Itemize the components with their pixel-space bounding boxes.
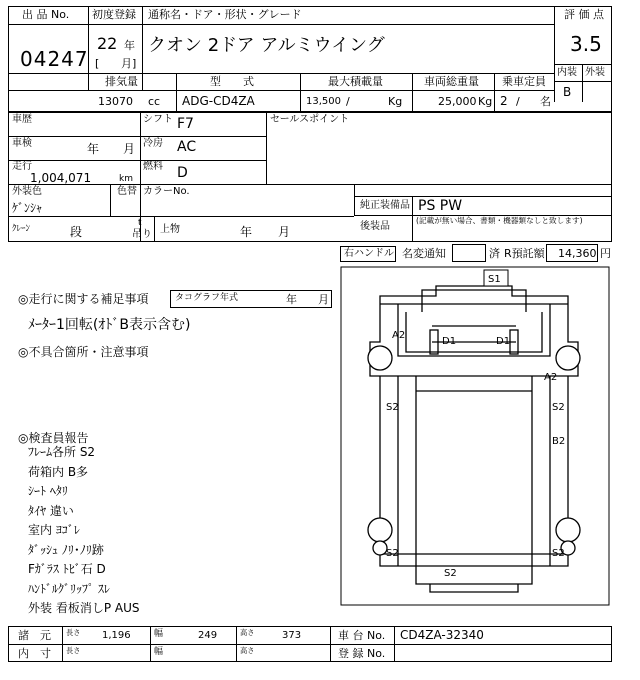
shift-label: シフト (143, 114, 173, 125)
meter-note: ﾒｰﾀｰ1回転(ｵﾄﾞB表示含む) (28, 317, 191, 333)
model-value: クオン 2ドア アルミウイング (148, 35, 385, 56)
right-handle: 右ハンドル (344, 248, 394, 259)
mark-s2-left: S2 (386, 402, 399, 413)
color-code-label: カラーNo. (143, 186, 190, 197)
inner-width-label: 幅 (154, 647, 164, 657)
color-no-label: 色替 (117, 186, 137, 197)
exterior-label: 外装 (585, 67, 605, 78)
model-label: 通称名・ドア・形状・グレード (148, 8, 302, 21)
inspection-label: 車検 (12, 138, 32, 149)
month-unit: 月] (121, 57, 137, 70)
mark-d1-right: D1 (496, 336, 511, 347)
truck-diagram (340, 266, 610, 606)
defects-title: ◎不具合箇所・注意事項 (18, 345, 149, 359)
recycle-label: R預託額 (504, 247, 545, 260)
history-label: 車歴 (12, 114, 32, 125)
upper-label: 上物 (160, 224, 180, 235)
ac-value: AC (177, 139, 197, 155)
recycle-prefix: 済 (489, 247, 500, 260)
inspector-line: ﾀｲﾔ 違い (28, 503, 74, 518)
name-change-label: 名変通知 (402, 247, 446, 260)
mark-s2-right: S2 (552, 402, 565, 413)
upper-year: 年 (240, 225, 253, 239)
max-load-sep: / (346, 95, 350, 108)
gross-weight-value: 25,000 (438, 95, 477, 108)
lot-label: 出 品 No. (22, 8, 70, 21)
mark-a2-left: A2 (392, 330, 406, 341)
inspector-line: 荷箱内 B多 (28, 464, 89, 479)
inspector-line: ﾌﾚｰﾑ各所 S2 (28, 445, 96, 459)
capacity-unit: 名 (540, 95, 551, 108)
max-load-label: 最大積載量 (328, 75, 383, 88)
width-label: 幅 (154, 629, 164, 639)
grade-value: 3.5 (570, 32, 602, 56)
inspection-month: 月 (123, 142, 136, 156)
length-label: 長さ (66, 629, 81, 638)
capacity-sep: / (516, 95, 520, 108)
mark-s1: S1 (488, 274, 501, 285)
crane-ton-top: t (138, 218, 142, 228)
max-load-value: 13,500 (306, 96, 341, 107)
inner-height-label: 高さ (240, 647, 255, 656)
fuel-label: 燃料 (143, 161, 163, 172)
mark-s2-right-rear: S2 (552, 548, 565, 559)
mileage-label: 走行 (12, 161, 32, 172)
grade-label: 評 価 点 (564, 8, 604, 21)
chassis-label: 車 台 No. (338, 629, 386, 642)
mileage-value: 1,004,071 (30, 171, 92, 185)
aftermarket-note: (記載が無い場合、書類・機器類なしと致します) (416, 217, 583, 226)
exterior-color-label: 外装色 (12, 186, 42, 197)
tacho-label: タコグラフ年式 (175, 293, 239, 303)
tacho-month: 月 (318, 293, 329, 306)
ac-label: 冷房 (143, 138, 163, 149)
type-label: 型 式 (210, 75, 254, 88)
sales-point-label: セールスポイント (270, 114, 350, 125)
specs-label: 諸 元 (18, 629, 51, 642)
interior-value: B (563, 85, 572, 99)
crane-ton: 吊り (132, 229, 152, 240)
tacho-year: 年 (286, 293, 297, 306)
capacity-value: 2 (500, 94, 508, 108)
equipment-value: PS PW (418, 198, 463, 214)
inspector-line: ﾊﾝﾄﾞﾙｸﾞﾘｯﾌﾟ ｽﾚ (28, 581, 110, 596)
displacement-value: 13070 (98, 95, 133, 108)
inner-label: 内 寸 (18, 647, 51, 660)
inspector-line: Fｶﾞﾗｽ ﾄﾋﾞ石 D (28, 562, 106, 576)
inspector-line: ｼｰﾄ ﾍﾀﾘ (28, 484, 68, 498)
inner-length-label: 長さ (66, 647, 81, 656)
fuel-value: D (177, 165, 188, 181)
type-value: ADG-CD4ZA (182, 94, 255, 108)
max-load-unit: Kg (388, 95, 403, 108)
chassis-value: CD4ZA-32340 (400, 628, 484, 642)
displacement-label: 排気量 (105, 75, 138, 88)
supplement-title: ◎走行に関する補足事項 (18, 292, 149, 306)
upper-month: 月 (278, 225, 291, 239)
first-reg-year: 22 (97, 34, 118, 53)
inspector-line: 室内 ﾖｺﾞﾚ (28, 523, 80, 537)
shift-value: F7 (177, 116, 194, 132)
exterior-color-value: ｹﾞﾝｼｬ (12, 201, 43, 215)
year-unit: 年 (124, 39, 135, 52)
recycle-unit: 円 (600, 247, 611, 260)
aftermarket-label: 後装品 (360, 221, 390, 232)
recycle-value: 14,360 (558, 247, 597, 260)
height-value: 373 (282, 630, 302, 641)
width-value: 249 (198, 630, 218, 641)
mark-b2-right: B2 (552, 436, 566, 447)
lot-number: 04247 (20, 47, 89, 71)
mileage-unit: km (119, 174, 133, 184)
inspector-line: ﾀﾞｯｼｭ ﾉﾘ･ﾉﾘ跡 (28, 542, 104, 557)
first-reg-label: 初度登録 (92, 8, 136, 21)
mark-d1-left: D1 (442, 336, 457, 347)
length-value: 1,196 (102, 630, 131, 641)
displacement-unit: cc (148, 95, 161, 108)
mark-s2-left-rear: S2 (386, 548, 399, 559)
crane-label: ｸﾚｰﾝ (12, 224, 31, 234)
gross-weight-label: 車両総重量 (424, 75, 479, 88)
inspection-year: 年 (87, 142, 100, 156)
inspector-line: 外装 看板消しP AUS (28, 601, 140, 615)
name-change-box (452, 244, 486, 262)
reg-label: 登 録 No. (338, 647, 386, 660)
mark-a2-right: A2 (544, 372, 558, 383)
interior-label: 内装 (557, 67, 577, 78)
height-label: 高さ (240, 629, 255, 638)
equipment-label: 純正装備品 (360, 200, 410, 211)
inspector-title: ◎検査員報告 (18, 431, 89, 445)
capacity-label: 乗車定員 (502, 75, 546, 88)
month-bracket-open: [ (95, 57, 100, 70)
crane-stage: 段 (70, 225, 83, 239)
mark-s2-tail: S2 (444, 568, 457, 579)
gross-weight-unit: Kg (478, 95, 493, 108)
